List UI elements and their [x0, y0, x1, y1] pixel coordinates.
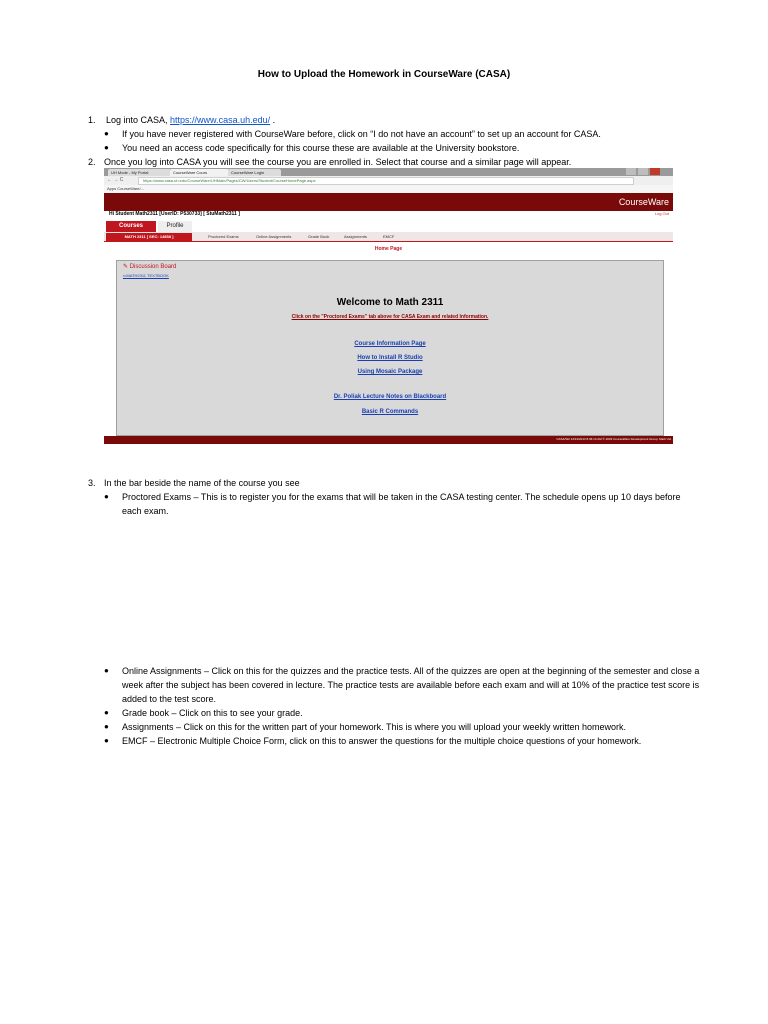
lecture-notes-link[interactable]: Dr. Poliak Lecture Notes on Blackboard: [333, 394, 447, 400]
book-icon: ⇐: [123, 273, 127, 278]
nav-arrows-icon[interactable]: ← → C: [107, 177, 124, 183]
step-1-number: 1.: [88, 115, 96, 125]
course-information-link[interactable]: Course Information Page: [354, 341, 426, 347]
step-2-text: Once you log into CASA you will see the course you are enrolled in. Select that course and a similar page will appear.: [104, 157, 572, 167]
browser-tab-strip: [104, 168, 673, 176]
course-chip[interactable]: MATH 2311 [ SEC: 14858 ]: [106, 233, 192, 241]
browser-tab[interactable]: UH Mode - My Portal: [108, 169, 171, 176]
step-2-number: 2.: [88, 157, 96, 167]
address-bar: [104, 176, 673, 185]
bullet-text: Online Assignments – Click on this for the quizzes and the practice tests. All of the quizzes are open at the beginning of the semester and close a week after the subject has been covered in lecture. The practice tests are available before each exam and will at 10% of the practice test score is added to the test score.: [122, 666, 700, 704]
subnav-emcf[interactable]: EMCF: [383, 234, 395, 239]
bookmarks-bar: [104, 185, 673, 193]
maximize-icon[interactable]: [638, 168, 648, 175]
textbook-link[interactable]: ⇐MATH2311 TEXTBOOK: [123, 273, 169, 278]
subnav-online-assignments[interactable]: Online Assignments: [256, 234, 292, 239]
footer-text: CASA/W2 12/13/2013 8:36:10 AM © 2003 CourseWare Development Group. Math UH: [556, 437, 671, 441]
bullet-icon: ●: [104, 736, 109, 745]
home-page-heading: Home Page: [374, 246, 403, 252]
bullet-text: EMCF – Electronic Multiple Choice Form, click on this to answer the questions for the multiple choice questions of your homework.: [122, 736, 642, 746]
student-info: Hi Student Math2311 [UserID: P530733] [ StuMath2311 ]: [109, 211, 240, 217]
bullet-text: Proctored Exams – This is to register you for the exams that will be taken in the CASA testing center. The schedule opens up 10 days before each exam.: [122, 492, 681, 516]
course-home-panel: [116, 260, 664, 436]
courseware-footer: [104, 436, 673, 444]
bullet-text: You need an access code specifically for this course these are available at the University bookstore.: [122, 143, 520, 153]
discussion-icon: ✎: [123, 264, 129, 270]
bullet-icon: ●: [104, 666, 109, 675]
subnav-assignments[interactable]: Assignments: [344, 234, 367, 239]
tab-courses[interactable]: Courses: [106, 221, 156, 232]
courseware-brand: CourseWare: [618, 197, 669, 207]
bullet-text: Assignments – Click on this for the written part of your homework. This is where you will upload your weekly written homework.: [122, 722, 627, 732]
mosaic-package-link[interactable]: Using Mosaic Package: [357, 369, 423, 375]
step-1-text: Log into CASA,: [106, 115, 171, 125]
courseware-screenshot: [104, 168, 673, 448]
logout-link[interactable]: Log Out: [654, 211, 669, 216]
proctored-exams-note[interactable]: Click on the "Proctored Exams" tab above for CASA Exam and related Information.: [291, 314, 489, 320]
basic-r-commands-link[interactable]: Basic R Commands: [361, 409, 419, 415]
bullet-icon: ●: [104, 143, 109, 152]
step-3-number: 3.: [88, 478, 96, 488]
step-1-after: .: [270, 115, 276, 125]
step-3-text: In the bar beside the name of the course you see: [104, 478, 300, 488]
tab-profile[interactable]: Profile: [158, 221, 192, 232]
browser-tab[interactable]: CourseWare Cours: [170, 169, 229, 176]
welcome-heading: Welcome to Math 2311: [336, 297, 444, 308]
bullet-text: Grade book – Click on this to see your grade.: [122, 708, 303, 718]
bullet-icon: ●: [104, 492, 109, 501]
install-r-studio-link[interactable]: How to Install R Studio: [357, 355, 423, 361]
subnav-grade-book[interactable]: Grade Book: [308, 234, 330, 239]
close-icon[interactable]: [650, 168, 660, 175]
minimize-icon[interactable]: [626, 168, 636, 175]
courseware-header: [104, 193, 673, 211]
bullet-icon: ●: [104, 722, 109, 731]
bullet-text: If you have never registered with CourseWare before, click on “I do not have an account” to set up an account for CASA.: [122, 129, 601, 139]
bookmarks-text[interactable]: Apps CourseWare/...: [107, 186, 144, 191]
bullet-icon: ●: [104, 129, 109, 138]
document-title: How to Upload the Homework in CourseWare (CASA): [257, 69, 511, 80]
bullet-icon: ●: [104, 708, 109, 717]
subnav-proctored-exams[interactable]: Proctored Exams: [208, 234, 239, 239]
discussion-board-link[interactable]: ✎ Discussion Board: [123, 264, 177, 270]
casa-link[interactable]: https://www.casa.uh.edu/: [170, 115, 271, 125]
url-field[interactable]: https://www.casa.uh.edu/CourseWare/UHMain/Pages/CW/Users/Student/CourseHomePage.aspx: [138, 177, 634, 185]
browser-tab[interactable]: CourseWare Login: [228, 169, 281, 176]
